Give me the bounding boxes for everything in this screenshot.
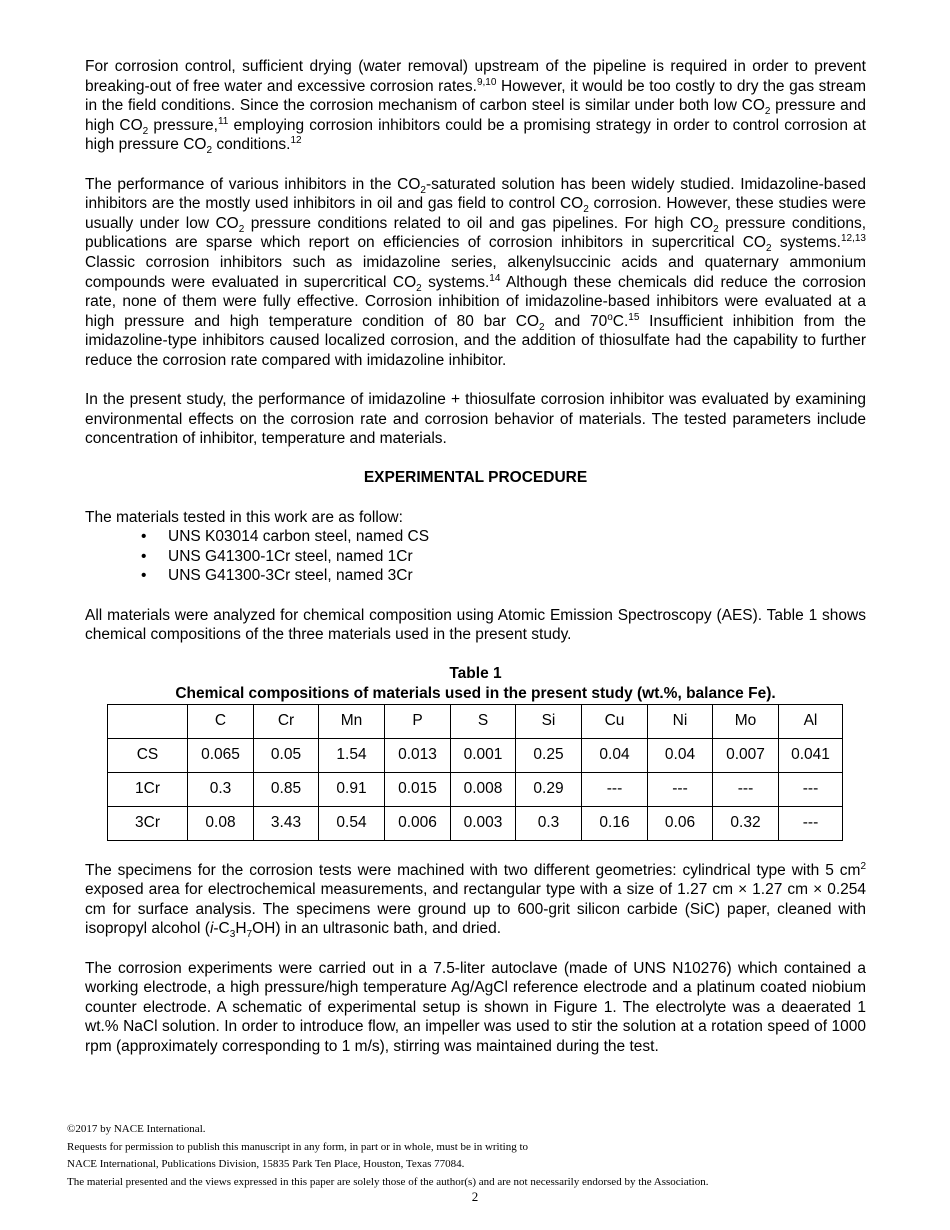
footer-line: The material presented and the views expressed in this paper are solely those of the author(s) and are not necessarily endorsed by the Association. xyxy=(67,1175,709,1188)
paragraph-present-study: In the present study, the performance of imidazoline + thiosulfate corrosion inhibitor was evaluated by examining environmental effects on the corrosion rate and corrosion behavior of materials. The tested parameters include concentration of inhibitor, temperature and materials. xyxy=(85,391,866,448)
table-caption: Chemical compositions of materials used in the present study (wt.%, balance Fe). xyxy=(175,685,776,702)
table-cell: 0.007 xyxy=(713,738,779,772)
paragraph-drying: For corrosion control, sufficient drying (water removal) upstream of the pipeline is required in order to prevent breaking-out of free water and excessive corrosion rates.$^{9,10}$ However, it would be too costly to dry the gas stream in the field conditions. Since the corrosion mechanism of carbon steel is similar under both low $CO_2$ pressure and high $CO_2$ pressure,$^{11}$ employing corrosion inhibitors could be a promising strategy in order to control corrosion at high pressure $CO_2$ conditions.$^{12}$ xyxy=(85,58,867,157)
list-item: • UNS G41300-1Cr steel, named 1Cr xyxy=(141,547,413,565)
table-cell: 0.013 xyxy=(385,738,451,772)
table-title: Table 1 xyxy=(449,665,502,683)
table-row xyxy=(108,806,843,840)
table-row xyxy=(108,738,843,772)
table-cell: --- xyxy=(648,772,713,806)
table-header-row xyxy=(108,704,843,738)
bullet-icon: • xyxy=(141,547,147,565)
bullet-icon: • xyxy=(141,567,147,585)
table-header-cell: Ni xyxy=(648,704,713,738)
page-body xyxy=(85,57,866,1057)
table-cell: 0.85 xyxy=(254,772,319,806)
table-cell: --- xyxy=(779,772,843,806)
paragraph-materials-intro: The materials tested in this work are as follow: xyxy=(85,508,403,526)
table-cell: 0.05 xyxy=(254,738,319,772)
table-cell: --- xyxy=(779,806,843,840)
table-cell: 0.04 xyxy=(582,738,648,772)
table-header-cell: C xyxy=(188,704,254,738)
table-header-cell: Cu xyxy=(582,704,648,738)
footer-line: Requests for permission to publish this manuscript in any form, in part or in whole, must be in writing to xyxy=(67,1140,529,1153)
table-cell: 0.001 xyxy=(451,738,516,772)
table-header-cell: P xyxy=(385,704,451,738)
table-header-cell: Mn xyxy=(319,704,385,738)
table-cell: 0.91 xyxy=(319,772,385,806)
table-cell: 3Cr xyxy=(108,806,188,840)
copyright-footer xyxy=(67,1121,887,1191)
table-cell: 0.06 xyxy=(648,806,713,840)
table-header-cell xyxy=(108,704,188,738)
section-heading: EXPERIMENTAL PROCEDURE xyxy=(363,469,588,487)
table-cell: 1.54 xyxy=(319,738,385,772)
table-cell: 0.003 xyxy=(451,806,516,840)
table-cell: CS xyxy=(108,738,188,772)
paragraph-autoclave: The corrosion experiments were carried out in a 7.5-liter autoclave (made of UNS N10276) which contained a working electrode, a high pressure/high temperature Ag/AgCl reference electrode and a platinum coated niobium counter electrode. A schematic of experimental setup is shown in Figure 1. The electrolyte was a deaerated 1 wt.% NaCl solution. In order to introduce flow, an impeller was used to stir the solution at a rotation speed of 1000 rpm (approximately corresponding to 1 m/s), stirring was maintained during the test. xyxy=(85,959,866,1055)
table-header-cell: Al xyxy=(779,704,843,738)
table-header-cell: Si xyxy=(516,704,582,738)
paragraph-inhibitors: The performance of various inhibitors in the $CO_2$-saturated solution has been widely studied. Imidazoline-based inhibitors are the mostly used inhibitors in oil and gas field to control $CO_2$ corrosion. However, these studies were usually under low $CO_2$ pressure conditions related to oil and gas pipelines. For high $CO_2$ pressure conditions, publications are sparse which report on efficiencies of corrosion inhibitors in supercritical $CO_2$ systems.$^{12,13}$ Classic corrosion inhibitors such as imidazoline series, alkenylsuccinic acids and quaternary ammonium compounds were evaluated in supercritical $CO_2$ systems.$^{14}$ Although these chemicals did reduce the corrosion rate, none of them were fully effective. Corrosion inhibition of imidazoline-based inhibitors were evaluated at a high pressure and high temperature condition of 80 bar $CO_2$ and 70$^o$C.$^{15}$ Insufficient inhibition from the imidazoline-type inhibitors caused localized corrosion, and the addition of thiosulfate had the capability to further reduce the corrosion rate compared with imidazoline inhibitor. xyxy=(85,175,867,369)
table-cell: 1Cr xyxy=(108,772,188,806)
paragraph-specimens: The specimens for the corrosion tests were machined with two different geometries: cylindrical type with 5 $cm^2$ exposed area for electrochemical measurements, and rectangular type with a size of 1.27 cm × 1.27 cm × 0.254 cm for surface analysis. The specimens were ground up to 600-grit silicon carbide (SiC) paper, cleaned with isopropyl alcohol $(i-C_3H_7OH)$ in an ultrasonic bath, and dried. xyxy=(85,860,866,941)
table-cell: 0.008 xyxy=(451,772,516,806)
list-item: • UNS G41300-3Cr steel, named 3Cr xyxy=(141,567,413,585)
table-cell: 0.54 xyxy=(319,806,385,840)
list-item: • UNS K03014 carbon steel, named CS xyxy=(141,528,430,546)
materials-list xyxy=(85,527,866,586)
table-cell: --- xyxy=(582,772,648,806)
bullet-icon: • xyxy=(141,528,147,546)
table-cell: --- xyxy=(713,772,779,806)
footer-line: NACE International, Publications Division, 15835 Park Ten Place, Houston, Texas 77084. xyxy=(67,1158,465,1170)
table-header-cell: Cr xyxy=(254,704,319,738)
table-header-cell: S xyxy=(451,704,516,738)
footer-line: ©2017 by NACE International. xyxy=(67,1123,206,1135)
table-header-cell: Mo xyxy=(713,704,779,738)
table-cell: 0.006 xyxy=(385,806,451,840)
table-row xyxy=(108,772,843,806)
table-cell: 0.32 xyxy=(713,806,779,840)
paragraph-aes: All materials were analyzed for chemical composition using Atomic Emission Spectroscopy (AES). Table 1 shows chemical compositions of the three materials used in the present study. xyxy=(85,606,866,644)
page-number: 2 xyxy=(471,1189,479,1204)
table-cell: 0.08 xyxy=(188,806,254,840)
table-cell: 0.3 xyxy=(188,772,254,806)
table-cell: 0.04 xyxy=(648,738,713,772)
table-cell: 0.25 xyxy=(516,738,582,772)
table-cell: 0.3 xyxy=(516,806,582,840)
table-cell: 0.015 xyxy=(385,772,451,806)
table-cell: 0.29 xyxy=(516,772,582,806)
table-cell: 0.065 xyxy=(188,738,254,772)
table-cell: 0.041 xyxy=(779,738,843,772)
table-cell: 0.16 xyxy=(582,806,648,840)
table-cell: 3.43 xyxy=(254,806,319,840)
composition-table xyxy=(107,704,843,841)
